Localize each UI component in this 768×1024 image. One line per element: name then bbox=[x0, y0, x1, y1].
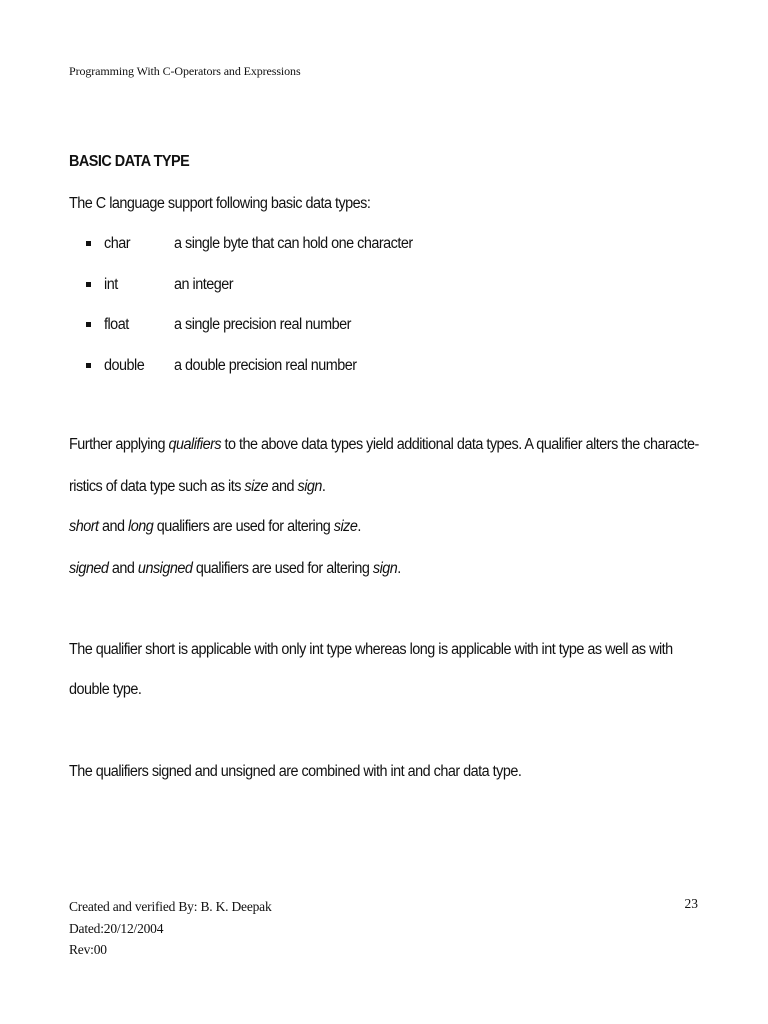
footer-revision: Rev:00 bbox=[69, 942, 107, 957]
type-description: a single precision real number bbox=[174, 316, 351, 334]
text-run: and bbox=[98, 518, 129, 535]
footer bbox=[69, 896, 272, 961]
footer-date: Dated:20/12/2004 bbox=[69, 920, 164, 936]
intro-text: The C language support following basic data types: bbox=[69, 195, 371, 212]
signed-term: signed bbox=[69, 560, 109, 577]
size-term: size bbox=[333, 518, 358, 535]
qualifiers-paragraph-line-2 bbox=[69, 478, 325, 496]
footer-author: Created and verified By: B. K. Deepak bbox=[69, 899, 272, 914]
qualifiers-paragraph-line-1 bbox=[69, 436, 699, 454]
page-number: 23 bbox=[684, 896, 698, 911]
short-long-paragraph-line-2: double type. bbox=[69, 681, 142, 698]
unsigned-term: unsigned bbox=[137, 560, 193, 577]
type-name: double bbox=[104, 357, 145, 375]
text-run: and bbox=[108, 560, 138, 577]
section-title: BASIC DATA TYPE bbox=[69, 153, 190, 170]
short-term: short bbox=[69, 518, 99, 535]
square-bullet-icon bbox=[86, 241, 91, 246]
type-name: int bbox=[104, 275, 118, 293]
sign-term: sign bbox=[372, 560, 398, 577]
size-qualifiers-line bbox=[69, 518, 361, 536]
type-description: an integer bbox=[174, 275, 234, 293]
text-run: . bbox=[357, 518, 361, 535]
type-name: char bbox=[104, 235, 130, 252]
square-bullet-icon bbox=[86, 322, 91, 327]
sign-qualifiers-line bbox=[69, 560, 401, 578]
square-bullet-icon bbox=[86, 282, 91, 287]
sign-term: sign bbox=[297, 478, 322, 495]
text-run: and bbox=[268, 478, 298, 495]
qualifiers-term: qualifiers bbox=[168, 436, 222, 453]
text-run: qualifiers are used for altering bbox=[192, 560, 373, 577]
text-run: . bbox=[397, 560, 401, 577]
signed-unsigned-paragraph: The qualifiers signed and unsigned are combined with int and char data type. bbox=[69, 763, 522, 780]
text-run: . bbox=[321, 478, 326, 495]
text-run: to the above data types yield additional data types. A qualifier alters the characte- bbox=[221, 436, 699, 453]
text-run: Further applying bbox=[69, 436, 169, 453]
type-description: a single byte that can hold one character bbox=[174, 235, 413, 252]
short-long-paragraph-line-1: The qualifier short is applicable with only int type whereas long is applicable with int type as well as with bbox=[69, 641, 673, 658]
square-bullet-icon bbox=[86, 363, 91, 368]
type-name: float bbox=[104, 316, 129, 334]
long-term: long bbox=[128, 518, 154, 535]
text-run: qualifiers are used for altering bbox=[153, 518, 334, 535]
size-term: size bbox=[244, 478, 269, 495]
running-header: Programming With C-Operators and Expressions bbox=[69, 64, 301, 78]
text-run: ristics of data type such as its bbox=[69, 478, 245, 495]
type-description: a double precision real number bbox=[174, 357, 357, 375]
